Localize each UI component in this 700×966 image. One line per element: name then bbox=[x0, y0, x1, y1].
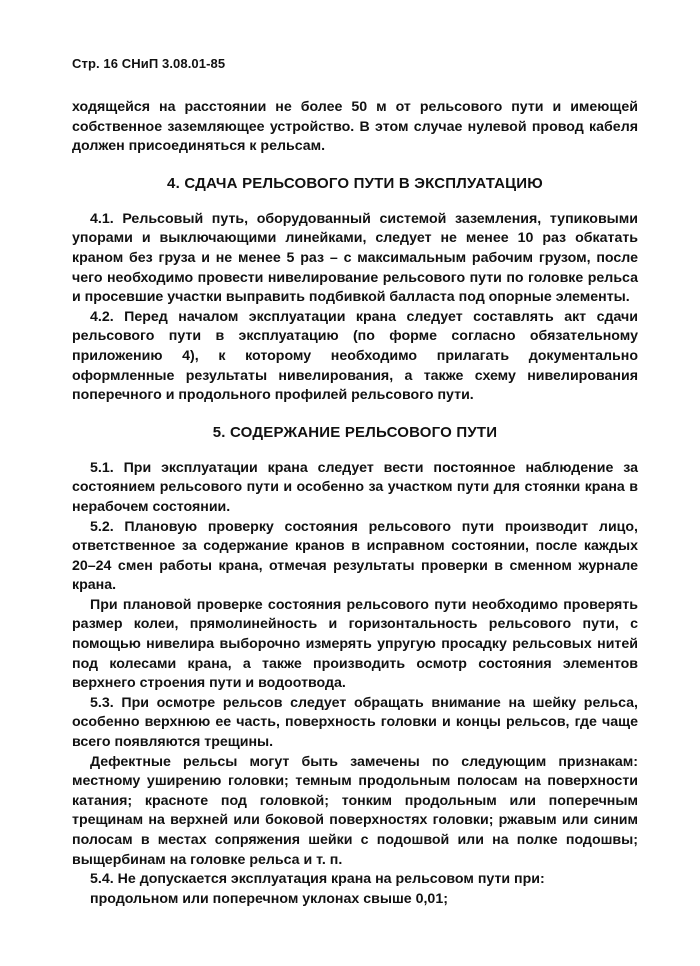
clause-number: 5.1. bbox=[90, 459, 114, 476]
clause-5-1 bbox=[72, 459, 638, 518]
clause-5-2-continued: При плановой проверке состояния рельсового пути необходимо проверять размер колеи, прямолинейность и горизонтальность рельсового пути, с помощью нивелира выборочно измерять упругую просадку рельсовых нитей под колесами крана, а также производить осмотр состояния элементов верхнего строения пути и водоотвода. bbox=[72, 596, 638, 692]
clause-5-4 bbox=[72, 870, 638, 890]
clause-number: 5.2. bbox=[90, 518, 114, 535]
clause-number: 5.4. bbox=[90, 871, 114, 888]
clause-text: Перед началом эксплуатации крана следует составлять акт сдачи рельсового пути в эксплуатацию (по форме согласно обязательному приложению 4), к которому необходимо прилагать документально оформленные результаты нивелирования, а также схему нивелирования поперечного и продольного профилей рельсового пути. bbox=[72, 308, 638, 404]
section-4-heading: 4. СДАЧА РЕЛЬСОВОГО ПУТИ В ЭКСПЛУАТАЦИЮ bbox=[167, 174, 543, 192]
clause-text: Плановую проверку состояния рельсового пути производит лицо, ответственное за содержание кранов в исправном состоянии, после каждых 20–24 смен работы крана, отмечая результаты проверки в сменном журнале крана. bbox=[72, 518, 638, 594]
running-header: Стр. 16 СНиП 3.08.01-85 bbox=[72, 56, 226, 71]
clause-number: 4.1. bbox=[90, 210, 114, 227]
clause-5-3-continued: Дефектные рельсы могут быть замечены по следующим признакам: местному уширению головки; темным продольным полосам на поверхности катания; краснотe под головкой; тонким продольным или поперечным трещинам на верхней или боковой поверхностях головки; ржавым или синим полосам в местах сопряжения шейки с подошвой или на полке подошвы; выщербинам на головке рельса и т. п. bbox=[72, 753, 638, 868]
clause-number: 4.2. bbox=[90, 308, 114, 325]
clause-4-2 bbox=[72, 308, 638, 406]
clause-text: При эксплуатации крана следует вести постоянное наблюдение за состоянием рельсового пути и особенно за участком пути для стоянки крана в нерабочем состоянии. bbox=[72, 459, 638, 515]
clause-4-1 bbox=[72, 210, 638, 308]
clause-5-4-item: продольном или поперечном уклонах свыше 0,01; bbox=[90, 890, 448, 907]
section-5-heading: 5. СОДЕРЖАНИЕ РЕЛЬСОВОГО ПУТИ bbox=[212, 423, 498, 441]
clause-text: Рельсовый путь, оборудованный системой заземления, тупиковыми упорами и выключающими линейками, следует не менее 10 раз обкатать краном без груза и не менее 5 раз – с максимальным рабочим грузом, после чего необходимо провести нивелирование рельсового пути по головке рельса и просевшие участки выправить подбивкой балласта под опорные элементы. bbox=[72, 210, 638, 306]
clause-text: При осмотре рельсов следует обращать внимание на шейку рельса, особенно верхнюю ее часть, поверхность головки и концы рельсов, где чаще всего появляются трещины. bbox=[72, 694, 638, 751]
clause-5-2 bbox=[72, 518, 638, 596]
document-body bbox=[72, 98, 638, 909]
clause-5-3 bbox=[72, 694, 638, 753]
clause-number: 5.3. bbox=[90, 694, 114, 711]
clause-text: Не допускается эксплуатация крана на рельсовом пути при: bbox=[113, 871, 545, 888]
intro-paragraph: ходящейся на расстоянии не более 50 м от рельсового пути и имеющей собственное заземляющее устройство. В этом случае нулевой провод кабеля должен присоединяться к рельсам. bbox=[72, 99, 638, 155]
